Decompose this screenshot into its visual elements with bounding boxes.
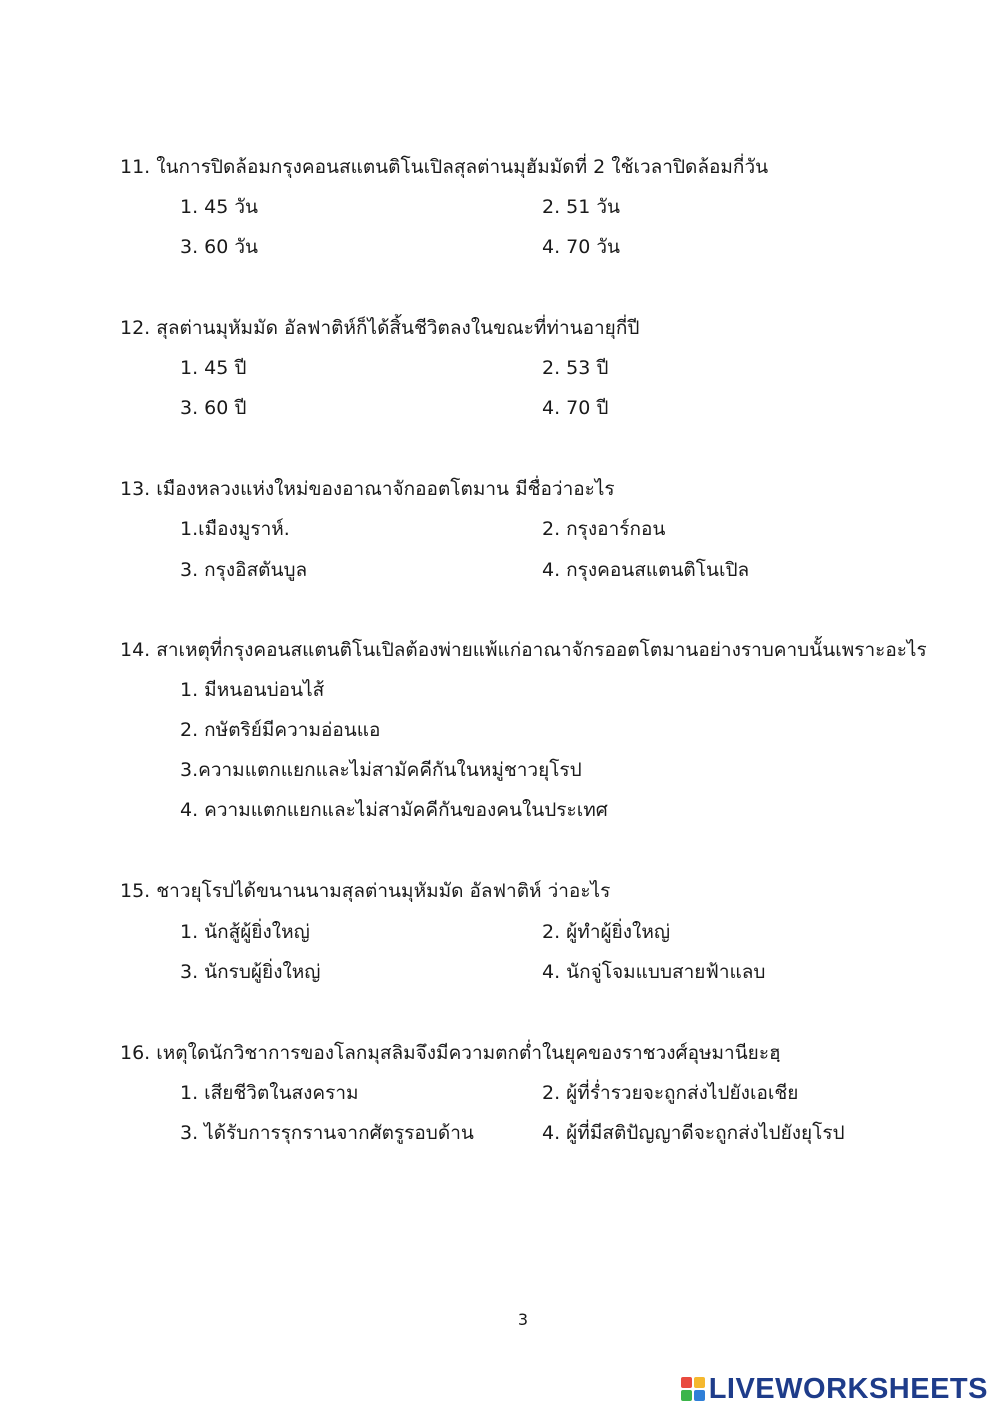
option-3[interactable]: 3. ได้รับการรุกรานจากศัตรูรอบด้าน: [180, 1122, 474, 1144]
logo-square: [681, 1377, 692, 1388]
option-1[interactable]: 1.เมืองมูราห์.: [180, 518, 290, 540]
option-2[interactable]: 2. กษัตริย์มีความอ่อนแอ: [180, 719, 381, 741]
option-3[interactable]: 3. 60 ปี: [180, 397, 247, 419]
logo-square: [694, 1377, 705, 1388]
option-4[interactable]: 4. 70 ปี: [542, 397, 609, 419]
option-3[interactable]: 3. กรุงอิสตันบูล: [180, 559, 308, 581]
option-3[interactable]: 3. 60 วัน: [180, 236, 259, 258]
question-text: 14. สาเหตุที่กรุงคอนสแตนติโนเปิลต้องพ่ายแพ้แก่อาณาจักรออตโตมานอย่างราบคาบนั้นเพราะอะไร: [120, 639, 927, 661]
option-4[interactable]: 4. ผู้ที่มีสติปัญญาดีจะถูกส่งไปยังยุโรป: [542, 1122, 845, 1144]
option-2[interactable]: 2. ผู้ทำผู้ยิ่งใหญ่: [542, 921, 671, 943]
option-1[interactable]: 1. 45 วัน: [180, 196, 259, 218]
brand-name: LIVEWORKSHEETS: [708, 1372, 988, 1405]
option-1[interactable]: 1. มีหนอนบ่อนไส้: [180, 679, 325, 701]
liveworksheets-brand[interactable]: [681, 1372, 988, 1406]
liveworksheets-logo-icon: [681, 1377, 705, 1401]
option-1[interactable]: 1. นักสู้ผู้ยิ่งใหญ่: [180, 921, 310, 943]
logo-square: [694, 1390, 705, 1401]
question-text: 11. ในการปิดล้อมกรุงคอนสแตนติโนเปิลสุลต่านมุฮัมมัดที่ 2 ใช้เวลาปิดล้อมกี่วัน: [120, 156, 769, 178]
option-1[interactable]: 1. 45 ปี: [180, 357, 247, 379]
option-2[interactable]: 2. 51 วัน: [542, 196, 621, 218]
question-text: 12. สุลต่านมุหัมมัด อัลฟาติห์ก็ได้สิ้นชีวิตลงในขณะที่ท่านอายุกี่ปี: [120, 317, 640, 339]
logo-square: [681, 1390, 692, 1401]
option-3[interactable]: 3. นักรบผู้ยิ่งใหญ่: [180, 961, 321, 983]
option-2[interactable]: 2. ผู้ที่ร่ำรวยจะถูกส่งไปยังเอเชีย: [542, 1082, 799, 1104]
question-text: 16. เหตุใดนักวิชาการของโลกมุสลิมจึงมีความตกต่ำในยุคของราชวงศ์อุษมานียะฮฺ: [120, 1042, 781, 1064]
option-2[interactable]: 2. 53 ปี: [542, 357, 609, 379]
option-1[interactable]: 1. เสียชีวิตในสงคราม: [180, 1082, 359, 1104]
option-4[interactable]: 4. กรุงคอนสแตนติโนเปิล: [542, 559, 750, 581]
question-text: 15. ชาวยุโรปได้ขนานนามสุลต่านมุหัมมัด อัลฟาติห์ ว่าอะไร: [120, 880, 611, 902]
option-3[interactable]: 3.ความแตกแยกและไม่สามัคคีกันในหมู่ชาวยุโรป: [180, 759, 582, 781]
option-4[interactable]: 4. นักจู่โจมแบบสายฟ้าแลบ: [542, 961, 766, 983]
page-number: 3: [517, 1310, 529, 1329]
option-4[interactable]: 4. 70 วัน: [542, 236, 621, 258]
question-text: 13. เมืองหลวงแห่งใหม่ของอาณาจักออตโตมาน มีชื่อว่าอะไร: [120, 478, 615, 500]
option-2[interactable]: 2. กรุงอาร์กอน: [542, 518, 666, 540]
option-4[interactable]: 4. ความแตกแยกและไม่สามัคคีกันของคนในประเทศ: [180, 799, 608, 821]
